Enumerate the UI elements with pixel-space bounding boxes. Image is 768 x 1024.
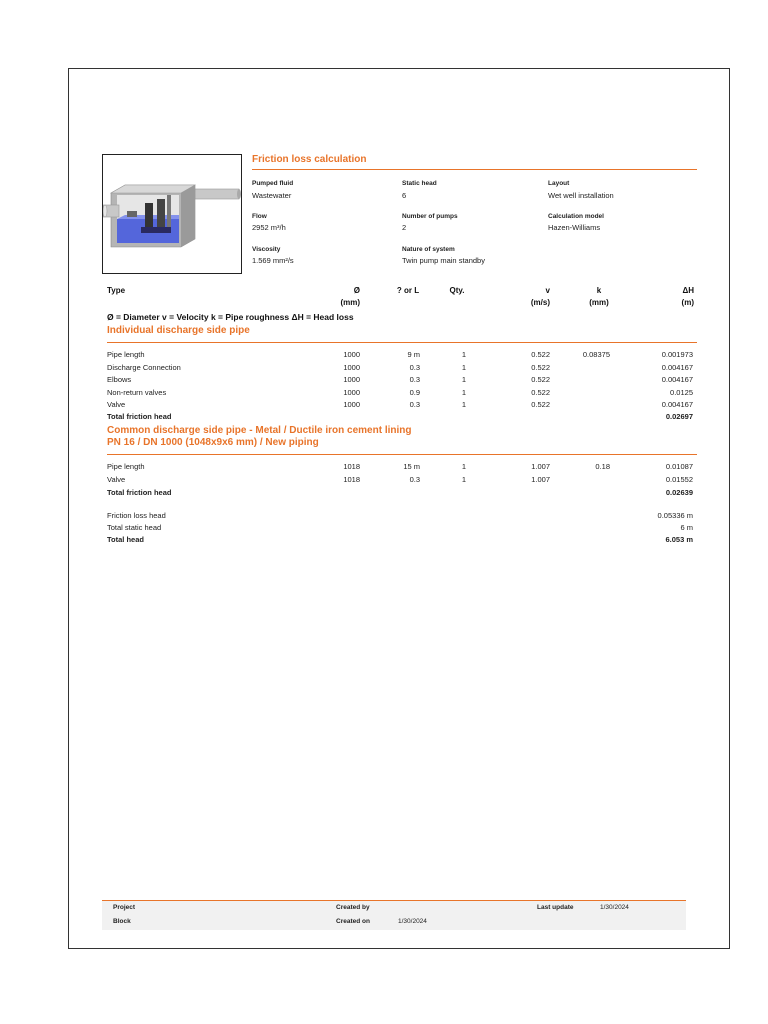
page-title: Friction loss calculation — [252, 154, 367, 165]
cell-dh: 0.0125 — [670, 387, 693, 397]
cell-v: 0.522 — [531, 387, 550, 397]
cell-angle: 0.3 — [409, 474, 420, 484]
layout-value: Wet well installation — [548, 191, 614, 200]
footer-created-by-label: Created by — [336, 904, 370, 911]
cell-qty: 1 — [461, 362, 466, 372]
col-angle: ? or L — [396, 286, 420, 295]
cell-qty: 1 — [461, 400, 466, 410]
friction-loss-value: 0.05336 m — [657, 511, 693, 520]
cell-type: Discharge Connection — [107, 362, 181, 372]
col-diameter-unit: (mm) — [340, 298, 360, 307]
static-head-total-value: 6 m — [680, 523, 693, 532]
cell-angle: 0.3 — [409, 400, 420, 410]
cell-dia: 1018 — [343, 462, 360, 471]
footer-panel — [102, 900, 686, 930]
section2-title-line1: Common discharge side pipe - Metal / Ductile iron cement lining — [107, 425, 412, 436]
section2-total-value: 0.02639 — [665, 488, 693, 497]
col-roughness: k — [596, 286, 602, 295]
section1-title: Individual discharge side pipe — [107, 325, 250, 336]
footer-last-update-label: Last update — [537, 904, 574, 911]
footer-last-update-value: 1/30/2024 — [600, 904, 629, 911]
friction-loss-label: Friction loss head — [107, 511, 166, 520]
static-head-value: 6 — [402, 191, 407, 200]
cell-v: 1.007 — [531, 462, 550, 471]
col-head-loss-unit: (m) — [681, 298, 694, 307]
wet-well-illustration — [102, 154, 242, 274]
pumped-fluid-label: Pumped fluid — [252, 180, 294, 187]
cell-qty: 1 — [461, 474, 466, 484]
footer-project-label: Project — [113, 904, 136, 911]
col-head-loss: ΔH — [682, 286, 694, 295]
title-divider — [252, 169, 697, 170]
cell-dh: 0.004167 — [661, 400, 693, 410]
section2-total-label: Total friction head — [107, 488, 172, 497]
num-pumps-label: Number of pumps — [402, 213, 458, 220]
num-pumps-value: 2 — [402, 223, 407, 232]
cell-qty: 1 — [461, 350, 466, 359]
cell-v: 0.522 — [531, 375, 550, 385]
section2-divider — [107, 454, 697, 455]
flow-label: Flow — [252, 213, 267, 220]
cell-angle: 0.3 — [409, 362, 420, 372]
cell-angle: 0.3 — [409, 375, 420, 385]
cell-v: 0.522 — [531, 362, 550, 372]
cell-dia: 1000 — [343, 400, 360, 410]
flow-value: 2952 m³/h — [252, 223, 286, 232]
footer-divider — [102, 900, 686, 901]
section1-total-label: Total friction head — [107, 412, 172, 421]
legend: Ø = Diameter v = Velocity k = Pipe roughness ΔH = Head loss — [107, 312, 354, 322]
cell-dh: 0.001973 — [661, 350, 693, 359]
cell-dia: 1000 — [343, 350, 360, 359]
cell-v: 1.007 — [531, 474, 550, 484]
cell-k: 0.08375 — [582, 350, 610, 359]
cell-type: Non-return valves — [107, 387, 167, 397]
wet-well-icon — [103, 155, 241, 273]
nature-value: Twin pump main standby — [402, 256, 485, 265]
col-type: Type — [107, 286, 126, 295]
calc-model-value: Hazen-Williams — [548, 223, 601, 232]
cell-dh: 0.004167 — [661, 375, 693, 385]
footer-created-on-label: Created on — [336, 918, 370, 925]
footer-block-label: Block — [113, 918, 131, 925]
cell-dia: 1000 — [343, 362, 360, 372]
section1-divider — [107, 342, 697, 343]
section2-title-line2: PN 16 / DN 1000 (1048x9x6 mm) / New piping — [107, 437, 319, 448]
cell-dh: 0.004167 — [661, 362, 693, 372]
cell-qty: 1 — [461, 462, 466, 471]
cell-angle: 15 m — [403, 462, 420, 471]
cell-dia: 1000 — [343, 387, 360, 397]
cell-k: 0.18 — [595, 462, 610, 471]
total-head-label: Total head — [107, 535, 144, 544]
cell-v: 0.522 — [531, 350, 550, 359]
cell-qty: 1 — [461, 387, 466, 397]
cell-type: Elbows — [107, 375, 132, 385]
col-velocity: v — [545, 286, 550, 295]
static-head-label: Static head — [402, 180, 437, 187]
calc-model-label: Calculation model — [548, 213, 604, 220]
col-velocity-unit: (m/s) — [530, 298, 550, 307]
cell-angle: 0.9 — [409, 387, 420, 397]
cell-dia: 1000 — [343, 375, 360, 385]
cell-type: Valve — [107, 400, 126, 410]
cell-qty: 1 — [461, 375, 466, 385]
layout-label: Layout — [548, 180, 570, 187]
total-head-value: 6.053 m — [665, 535, 693, 544]
cell-dh: 0.01552 — [665, 474, 693, 484]
static-head-total-label: Total static head — [107, 523, 162, 532]
nature-label: Nature of system — [402, 246, 455, 253]
pumped-fluid-value: Wastewater — [252, 191, 292, 200]
cell-type: Pipe length — [107, 350, 145, 359]
cell-dh: 0.01087 — [665, 462, 693, 471]
col-qty: Qty. — [449, 286, 465, 295]
viscosity-label: Viscosity — [252, 246, 281, 253]
cell-dia: 1018 — [343, 474, 360, 484]
cell-angle: 9 m — [407, 350, 420, 359]
footer-created-on-value: 1/30/2024 — [398, 918, 427, 925]
cell-type: Pipe length — [107, 462, 145, 471]
col-roughness-unit: (mm) — [589, 298, 609, 307]
col-diameter: Ø — [353, 286, 360, 295]
section1-total-value: 0.02697 — [665, 412, 693, 421]
viscosity-value: 1.569 mm²/s — [252, 256, 294, 265]
cell-v: 0.522 — [531, 400, 550, 410]
cell-type: Valve — [107, 474, 126, 484]
